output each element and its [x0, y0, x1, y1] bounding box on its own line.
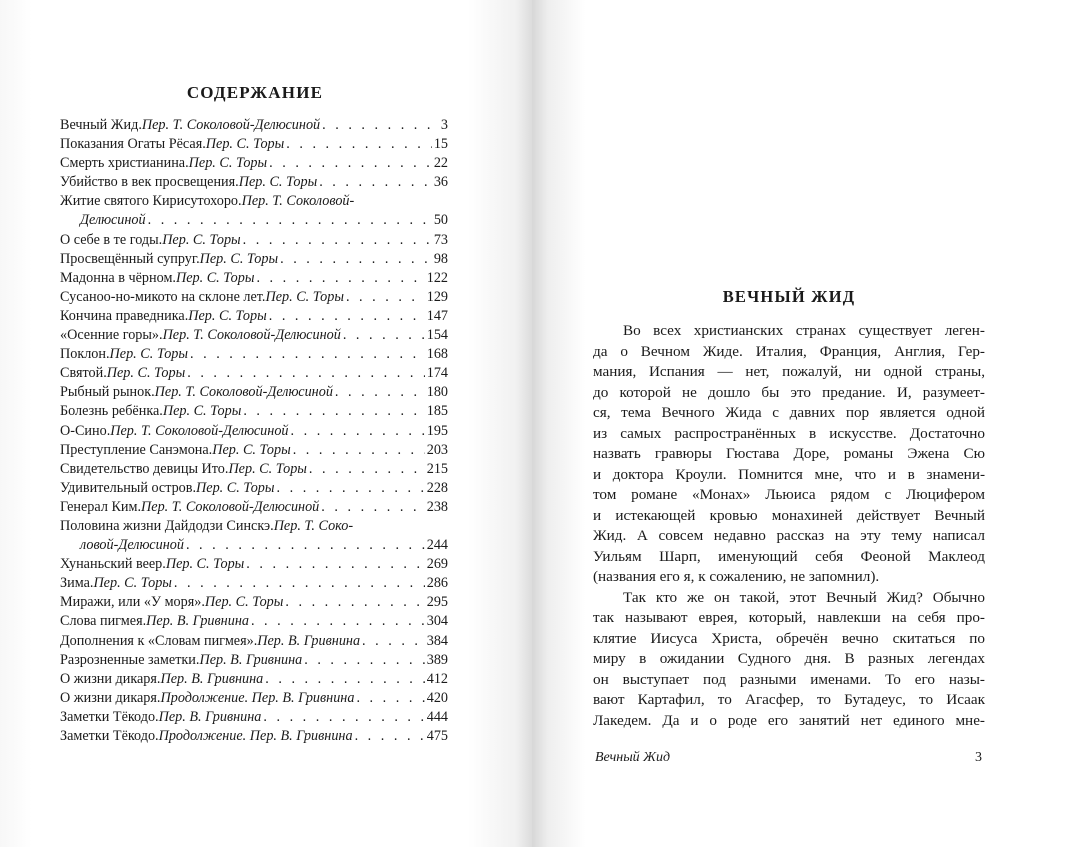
toc-entry-title: «Осенние горы».: [60, 327, 163, 344]
toc-entry-title: Сусаноо-но-микото на склоне лет.: [60, 288, 266, 305]
body-line: из самых распространённых в искусстве. Достаточно: [593, 424, 985, 442]
toc-entry-translator: Пер. С. Торы: [196, 479, 275, 496]
toc-entry: [60, 612, 448, 631]
toc-entry-title: Кончина праведника.: [60, 307, 189, 324]
toc-entry-translator: ловой-Делюсиной: [80, 537, 184, 554]
dot-leader: [335, 383, 425, 402]
toc-page-number: 36: [433, 174, 448, 191]
dot-leader: [246, 555, 424, 574]
dot-leader: [291, 422, 425, 441]
table-of-contents: [60, 116, 448, 746]
toc-entry: [60, 135, 448, 154]
dot-leader: [304, 651, 424, 670]
toc-entry: [60, 498, 448, 517]
toc-entry: [60, 517, 448, 555]
dot-leader: [293, 441, 425, 460]
toc-line: [60, 479, 448, 498]
body-line: ся, тема Вечного Жида с давних пор является одной: [593, 404, 985, 421]
toc-entry: [60, 288, 448, 307]
toc-page-number: 15: [433, 136, 448, 153]
toc-line: [60, 593, 448, 612]
dot-leader: [251, 612, 425, 631]
toc-entry-title: Поклон.: [60, 346, 110, 363]
dot-leader: [285, 593, 424, 612]
toc-line: [60, 517, 448, 536]
toc-page-number: 3: [440, 117, 448, 133]
dot-leader: [265, 670, 424, 689]
toc-page-number: 147: [426, 307, 448, 324]
body-line: назвать гравюры Гюстава Доре, романы Эжена Сю: [593, 445, 985, 462]
toc-page-number: 269: [426, 556, 448, 573]
toc-line: [60, 632, 448, 651]
toc-entry: [60, 593, 448, 612]
toc-entry: [60, 326, 448, 345]
toc-page-number: 389: [426, 651, 448, 668]
toc-entry-title: Хунаньский веер.: [60, 556, 166, 573]
toc-entry: [60, 345, 448, 364]
toc-entry-title: Дополнения к «Словам пигмея».: [60, 632, 258, 649]
toc-entry-translator: Пер. С. Торы: [109, 346, 189, 363]
toc-page-number: 154: [426, 327, 448, 344]
page-number: 3: [975, 750, 982, 765]
toc-entry: [60, 689, 448, 708]
toc-page-number: 215: [426, 460, 448, 477]
toc-entry-translator: Пер. С. Торы: [228, 460, 307, 477]
toc-page-number: 286: [426, 575, 448, 592]
toc-entry-title: Слова пигмея.: [60, 613, 147, 630]
toc-entry: [60, 422, 448, 441]
toc-entry-translator: Пер. Т. Соколовой-Делюсиной: [162, 327, 341, 344]
toc-entry-title: Мадонна в чёрном.: [60, 269, 176, 286]
left-page: [0, 0, 532, 847]
toc-line: [60, 689, 448, 708]
toc-entry-translator: Продолжение. Пер. В. Гривнина: [160, 689, 355, 706]
toc-entry-translator: Пер. С. Торы: [165, 556, 245, 573]
dot-leader: [148, 211, 432, 230]
dot-leader: [346, 288, 425, 307]
toc-entry: [60, 154, 448, 173]
toc-line: [60, 651, 448, 670]
toc-line: [60, 383, 448, 402]
toc-page-number: 22: [433, 155, 448, 172]
toc-entry-translator: Пер. С. Торы: [238, 174, 318, 191]
toc-entry-translator: Пер. С. Торы: [205, 136, 285, 153]
toc-page-number: 244: [426, 537, 448, 554]
toc-entry-title: Вечный Жид.: [60, 117, 142, 133]
dot-leader: [322, 116, 439, 135]
toc-entry-translator: Пер. В. Гривнина: [257, 632, 361, 649]
body-line: Так кто же он такой, этот Вечный Жид? Обычно: [623, 588, 985, 606]
dot-leader: [269, 307, 425, 326]
toc-entry-title: Житие святого Кирисутохоро.: [60, 193, 242, 210]
dot-leader: [186, 536, 425, 555]
toc-entry-translator: Пер. Т. Соколовой-: [241, 193, 355, 210]
toc-entry-title: О-Сино.: [60, 422, 111, 439]
toc-line: [60, 670, 448, 689]
toc-entry-title: Рыбный рынок.: [60, 384, 155, 401]
toc-page-number: 203: [426, 441, 448, 458]
toc-line: [60, 192, 448, 211]
toc-line: [60, 364, 448, 383]
toc-entry-translator: Пер. Т. Соколовой-Делюсиной: [154, 384, 333, 401]
toc-entry-title: О жизни дикаря.: [60, 689, 161, 706]
dot-leader: [362, 632, 425, 651]
chapter-body: [593, 321, 985, 731]
toc-entry-translator: Продолжение. Пер. В. Гривнина: [158, 728, 353, 744]
toc-page-number: 73: [433, 231, 448, 248]
toc-page-number: 238: [426, 498, 448, 515]
toc-title: СОДЕРЖАНИЕ: [186, 83, 324, 102]
toc-page-number: 444: [426, 708, 448, 725]
toc-entry: [60, 574, 448, 593]
toc-entry-title: Генерал Ким.: [60, 498, 142, 515]
toc-line: [60, 307, 448, 326]
body-line: клятие Иисуса Христа, обречён вечно скитаться по: [593, 629, 985, 647]
toc-entry-translator: Пер. В. Гривнина: [146, 613, 249, 630]
dot-leader: [355, 727, 425, 746]
toc-entry-title: О жизни дикаря.: [60, 670, 161, 687]
toc-entry: [60, 383, 448, 402]
dot-leader: [243, 402, 424, 421]
toc-entry-translator: Пер. С. Торы: [212, 441, 291, 458]
toc-line: [60, 345, 448, 364]
toc-entry: [60, 364, 448, 383]
toc-line: [60, 173, 448, 192]
toc-entry-translator: Пер. С. Торы: [199, 250, 279, 267]
dot-leader: [319, 173, 432, 192]
chapter-title: ВЕЧНЫЙ ЖИД: [722, 287, 856, 306]
toc-entry-title: Убийство в век просвещения.: [60, 174, 239, 191]
body-line: и истекающей кровью монахиней действует Вечный: [593, 506, 985, 524]
toc-entry-translator: Пер. Т. Соколовой-Делюсиной: [141, 498, 320, 515]
toc-entry-translator: Делюсиной: [80, 212, 146, 229]
toc-entry: [60, 231, 448, 250]
toc-entry-translator: Пер. В. Гривнина: [160, 670, 264, 687]
body-line: Во всех христианских странах существует леген-: [623, 322, 985, 339]
toc-page-number: 168: [426, 346, 448, 363]
toc-entry-translator: Пер. С. Торы: [162, 231, 241, 248]
toc-entry-title: Заметки Тёкодо.: [60, 728, 159, 744]
toc-entry: [60, 708, 448, 727]
body-line: он выступает под разными именами. То его назы-: [593, 670, 985, 688]
toc-page-number: 129: [426, 288, 448, 305]
toc-entry-translator: Пер. Т. Соко-: [273, 517, 354, 534]
body-line: (названия его я, к сожалению, не запомнил).: [593, 568, 880, 585]
toc-line: [60, 536, 448, 555]
toc-entry: [60, 555, 448, 574]
toc-entry-translator: Пер. С. Торы: [204, 594, 284, 611]
toc-page-number: 195: [426, 422, 448, 439]
dot-leader: [174, 574, 425, 593]
dot-leader: [269, 154, 432, 173]
toc-page-number: 50: [433, 212, 448, 229]
toc-line: [60, 326, 448, 345]
toc-entry-translator: Пер. С. Торы: [188, 155, 268, 172]
toc-entry-translator: Пер. С. Торы: [188, 307, 267, 324]
toc-entry: [60, 651, 448, 670]
toc-page-number: 122: [426, 269, 448, 286]
toc-entry: [60, 479, 448, 498]
dot-leader: [277, 479, 425, 498]
toc-entry: [60, 116, 448, 135]
toc-line: [60, 211, 448, 230]
toc-line: [60, 250, 448, 269]
toc-line: [60, 460, 448, 479]
body-line: так называют еврея, который, навлекши на себя про-: [593, 609, 985, 626]
dot-leader: [356, 689, 424, 708]
dot-leader: [321, 498, 424, 517]
toc-entry-translator: Пер. С. Торы: [175, 269, 255, 286]
toc-line: [60, 288, 448, 307]
dot-leader: [343, 326, 425, 345]
dot-leader: [309, 460, 425, 479]
toc-entry-title: Миражи, или «У моря».: [60, 594, 205, 611]
dot-leader: [256, 269, 424, 288]
toc-entry-translator: Пер. В. Гривнина: [199, 651, 303, 668]
toc-line: [60, 154, 448, 173]
toc-line: [60, 498, 448, 517]
body-line: Жид. А совсем недавно рассказ на эту тему написал: [593, 527, 985, 544]
toc-entry-title: Святой.: [60, 365, 107, 382]
toc-entry-title: Зима.: [60, 575, 94, 592]
body-line: том романе «Монах» Льюиса рядом с Люцифером: [593, 486, 985, 503]
toc-entry: [60, 441, 448, 460]
toc-entry-translator: Пер. В. Гривнина: [158, 708, 262, 725]
dot-leader: [187, 364, 425, 383]
body-line: до которой не дошло бы это предание. И, разумеет-: [593, 383, 985, 401]
toc-page-number: 420: [426, 689, 448, 706]
dot-leader: [263, 708, 424, 727]
toc-entry-translator: Пер. С. Торы: [162, 403, 242, 420]
toc-line: [60, 612, 448, 631]
toc-page-number: 475: [426, 728, 448, 744]
toc-entry-translator: Пер. С. Торы: [93, 575, 172, 592]
toc-entry-title: О себе в те годы.: [60, 231, 163, 248]
toc-page-number: 174: [426, 365, 448, 382]
toc-entry-title: Болезнь ребёнка.: [60, 403, 163, 420]
toc-line: [60, 441, 448, 460]
toc-entry-title: Преступление Санэмона.: [60, 441, 213, 458]
toc-entry-title: Разрозненные заметки.: [60, 651, 200, 668]
toc-page-number: 228: [426, 479, 448, 496]
toc-entry: [60, 460, 448, 479]
toc-entry-translator: Пер. С. Торы: [265, 288, 344, 305]
running-footer: Вечный Жид: [595, 750, 671, 765]
toc-entry-translator: Пер. Т. Соколовой-Делюсиной: [141, 117, 321, 133]
body-line: и доктора Кроули. Помнится мне, что и в знамени-: [593, 465, 985, 483]
body-line: мания, Испания — нет, пожалуй, ни одной страны,: [593, 363, 985, 380]
toc-entry-title: Половина жизни Дайдодзи Синскэ.: [60, 517, 274, 534]
toc-line: [60, 116, 448, 135]
body-line: миру в ожидании Судного дня. В разных легендах: [593, 650, 985, 667]
toc-entry-title: Показания Огаты Рёсая.: [60, 136, 206, 153]
toc-entry: [60, 192, 448, 230]
toc-page-number: 384: [426, 632, 448, 649]
toc-line: [60, 422, 448, 441]
toc-line: [60, 269, 448, 288]
toc-entry-title: Смерть христианина.: [60, 155, 189, 172]
toc-line: [60, 402, 448, 421]
toc-page-number: 412: [426, 670, 448, 687]
toc-entry: [60, 402, 448, 421]
dot-leader: [190, 345, 425, 364]
toc-line: [60, 727, 448, 746]
toc-page-number: 180: [426, 384, 448, 401]
toc-page-number: 304: [426, 613, 448, 630]
toc-entry-title: Свидетельство девицы Ито.: [60, 460, 229, 477]
toc-entry-translator: Пер. Т. Соколовой-Делюсиной: [110, 422, 289, 439]
body-line: вают Картафил, то Агасфер, то Бутадеус, то Исаак: [593, 691, 985, 708]
toc-entry-title: Просвещённый супруг.: [60, 250, 200, 267]
toc-line: [60, 574, 448, 593]
toc-entry: [60, 173, 448, 192]
toc-entry: [60, 632, 448, 651]
toc-page-number: 295: [426, 594, 448, 611]
toc-entry: [60, 250, 448, 269]
toc-entry: [60, 727, 448, 746]
toc-entry: [60, 269, 448, 288]
toc-entry-translator: Пер. С. Торы: [106, 365, 186, 382]
toc-entry-title: Заметки Тёкодо.: [60, 708, 159, 725]
dot-leader: [286, 135, 432, 154]
toc-line: [60, 135, 448, 154]
body-line: да о Вечном Жиде. Италия, Франция, Англия, Гер-: [593, 342, 985, 360]
body-line: Уильям Шарп, именующий себя Феоной Маклеод: [593, 547, 985, 565]
toc-page-number: 185: [426, 403, 448, 420]
toc-page-number: 98: [433, 250, 448, 267]
dot-leader: [280, 250, 432, 269]
toc-entry-title: Удивительный остров.: [60, 479, 197, 496]
toc-entry: [60, 670, 448, 689]
toc-entry: [60, 307, 448, 326]
toc-line: [60, 231, 448, 250]
body-line: Лакедем. Да и о роде его занятий нет единого мне-: [593, 711, 985, 729]
toc-line: [60, 555, 448, 574]
dot-leader: [243, 231, 432, 250]
toc-line: [60, 708, 448, 727]
